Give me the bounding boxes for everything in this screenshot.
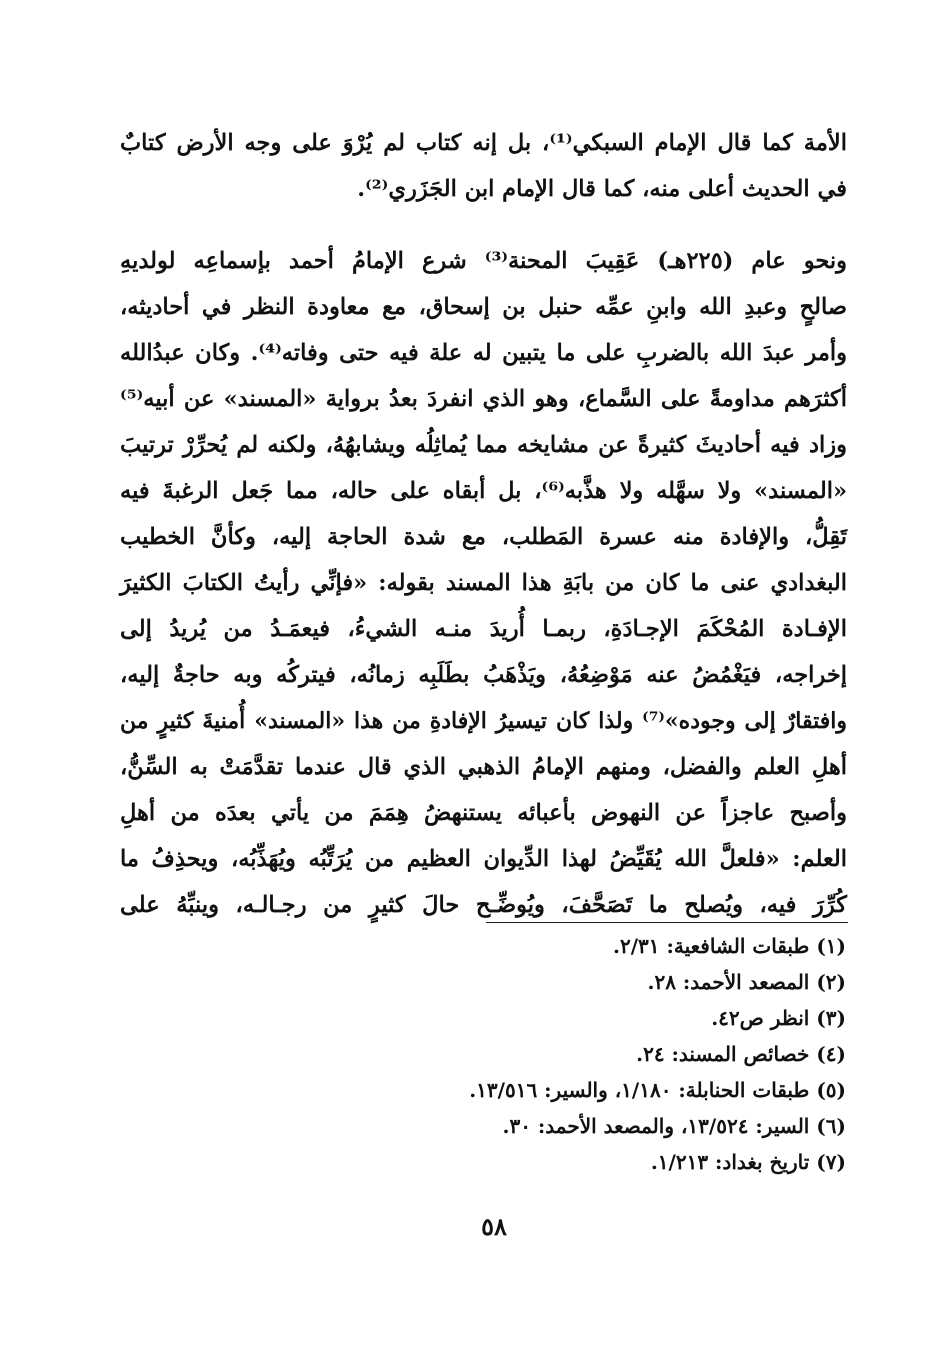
- footnote: (٧) تاريخ بغداد: ١/٢١٣.: [650, 1150, 846, 1174]
- text-line: تَقِلُّ، والإفادة منه عسرة المَطلب، مع شدة الحاجة إليه، وكأنَّ الخطيب: [120, 524, 847, 550]
- page-number: ٥٨: [481, 1212, 507, 1241]
- text-line: كُرِّرَ فيه، ويُصلح ما تَصَحَّفَ، ويُوضِّـح حالَ كثيرٍ من رجـالـه، وينبِّهُ على: [120, 892, 847, 918]
- text-line: الإفـادة المُحْكَمَ الإجـادَةِ، ربمـا أُريدَ منـه الشيءُ، فيعمَـدُ من يُريدُ إلى: [120, 616, 847, 642]
- text-line: العلم: «فلعلَّ الله يُقَيِّضُ لهذا الدِّيوان العظيم من يُرَتِّبُه ويُهَذِّبُه، ويحذِفُ ما: [120, 846, 847, 872]
- text-line: أكثرَهم مداومةً على السَّماع، وهو الذي انفردَ بعدُ برواية «المسند» عن أبيه⁽⁵⁾: [120, 386, 847, 412]
- footnote-divider: [486, 922, 848, 923]
- text-line: ونحو عام (٢٢٥هـ) عَقِيبَ المحنة⁽³⁾ شرع الإمامُ أحمد بإسماعِه لولديهِ: [120, 248, 847, 274]
- text-line: في الحديث أعلى منه، كما قال الإمام ابن الجَزَري⁽²⁾.: [357, 176, 847, 202]
- footnotes: [366, 928, 846, 1180]
- text-line: وافتقارٌ إلى وجوده»⁽⁷⁾ ولذا كان تيسيرُ الإفادةِ من هذا «المسند» أُمنيةَ كثيرٍ من: [120, 708, 847, 734]
- paragraph-2: [120, 238, 847, 928]
- text-line: وزاد فيه أحاديثَ كثيرةً عن مشايخه مما يُماثِلُه ويشابهُهُ، ولكنه لم يُحرِّرْ ترتيبَ: [120, 432, 847, 458]
- text-line: وأمر عبدَ الله بالضربِ على ما يتبين له علة فيه حتى وفاته⁽⁴⁾. وكان عبدُالله: [120, 340, 847, 366]
- footnote: (٢) المصعد الأحمد: ٢٨.: [647, 970, 846, 994]
- text-line: وأصبح عاجزاً عن النهوض بأعبائه يستنهضُ هِمَمَ من يأتي بعدَه من أهلِ: [120, 800, 847, 826]
- footnote: (٥) طبقات الحنابلة: ١/١٨٠، والسير: ١٣/٥١٦.: [469, 1078, 846, 1102]
- text-line: صالحٍ وعبدِ الله وابنِ عمِّه حنبل بن إسحاق، مع معاودة النظر في أحاديثه،: [120, 294, 847, 320]
- footnote: (٣) انظر ص٤٢.: [711, 1006, 846, 1030]
- text-line: «المسند» ولا سهَّله ولا هذَّبه⁽⁶⁾، بل أبقاه على حاله، مما جَعل الرغبةَ فيه: [120, 478, 848, 504]
- footnote: (٤) خصائص المسند: ٢٤.: [636, 1042, 846, 1066]
- text-line: إخراجه، فيَغْمُضُ عنه مَوْضِعُهُ، ويَذْهَبُ بطَلَبِه زمانُه، فيتركُه وبه حاجةٌ إليه،: [120, 662, 847, 688]
- text-line: الأمة كما قال الإمام السبكي⁽¹⁾، بل إنه كتاب لم يُرْوَ على وجه الأرض كتابٌ: [120, 130, 848, 156]
- text-line: البغدادي عنى ما كان من بابَةِ هذا المسند بقوله: «فإنِّي رأيتُ الكتابَ الكثيرَ: [120, 570, 847, 596]
- paragraph-1: [120, 120, 847, 212]
- footnote: (١) طبقات الشافعية: ٢/٣١.: [613, 934, 846, 958]
- footnote: (٦) السير: ١٣/٥٢٤، والمصعد الأحمد: ٣٠.: [502, 1114, 846, 1138]
- text-line: أهلِ العلم والفضل، ومنهم الإمامُ الذهبي الذي قال عندما تقدَّمَتْ به السِّنُّ،: [120, 754, 847, 780]
